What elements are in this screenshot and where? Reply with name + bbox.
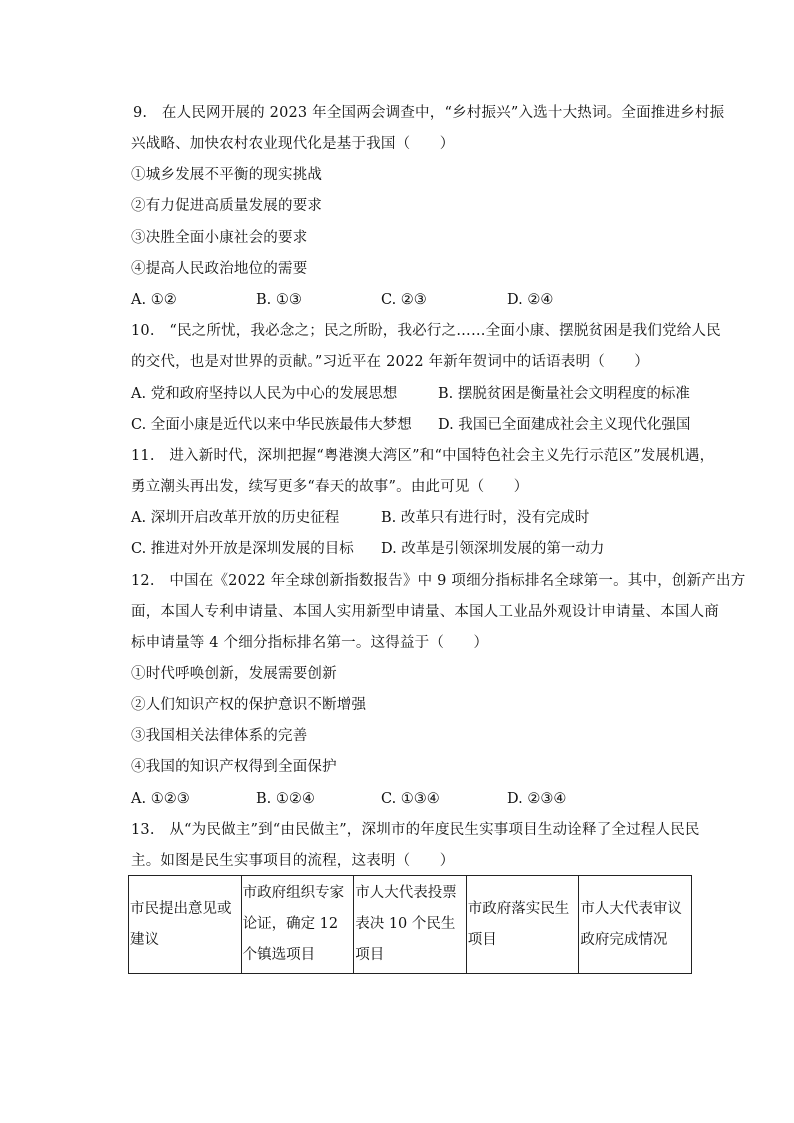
q12-item: ②人们知识产权的保护意识不断增强: [131, 697, 367, 713]
q9-item: ③决胜全面小康社会的要求: [131, 230, 308, 246]
q13-flow-table: [128, 875, 692, 974]
q9-stem-line1: 9. 在人民网开展的 2023 年全国两会调查中，“乡村振兴”入选十大热词。全面推进乡村振: [133, 105, 725, 121]
q13-stem-line2: 主。如图是民生实事项目的流程，这表明（ ）: [131, 853, 455, 869]
q10-stem-line1: 10. “民之所忧，我必念之；民之所盼，我必行之……全面小康、摆脱贫困是我们党给人民: [131, 323, 721, 339]
q12-option-d: D. ②③④: [507, 791, 567, 807]
flow-step-2: 市政府组织专家论证，确定 12 个镇选项目: [241, 876, 354, 974]
q12-item: ③我国相关法律体系的完善: [131, 728, 308, 744]
q9-option-c: C. ②③: [381, 292, 427, 308]
q12-item: ①时代呼唤创新，发展需要创新: [131, 666, 337, 682]
q12-item: ④我国的知识产权得到全面保护: [131, 759, 337, 775]
q12-option-b: B. ①②④: [256, 791, 315, 807]
flow-step-5: 市人大代表审议政府完成情况: [579, 876, 692, 974]
flow-step-3: 市人大代表投票表决 10 个民生项目: [354, 876, 467, 974]
q11-option-a: A. 深圳开启改革开放的历史征程: [131, 510, 340, 526]
q9-option-d: D. ②④: [507, 292, 554, 308]
q10-option-b: B. 摆脱贫困是衡量社会文明程度的标准: [438, 386, 690, 402]
q12-stem-line2: 面，本国人专利申请量、本国人实用新型申请量、本国人工业品外观设计申请量、本国人商: [131, 604, 719, 620]
q9-item: ②有力促进高质量发展的要求: [131, 198, 323, 214]
q12-option-a: A. ①②③: [131, 791, 190, 807]
q11-option-b: B. 改革只有进行时，没有完成时: [381, 510, 590, 526]
flow-step-1: 市民提出意见或建议: [129, 876, 242, 974]
table-row: [129, 876, 692, 974]
q10-option-d: D. 我国已全面建成社会主义现代化强国: [438, 417, 691, 433]
q11-stem-line2: 勇立潮头再出发，续写更多“春天的故事”。由此可见（ ）: [131, 479, 529, 495]
q13-stem-line1: 13. 从“为民做主”到“由民做主”，深圳市的年度民生实事项目生动诠释了全过程人民民: [131, 822, 700, 838]
q11-stem-line1: 11. 进入新时代，深圳把握“粤港澳大湾区”和“中国特色社会主义先行示范区”发展机遇，: [131, 448, 715, 464]
q9-stem-line2: 兴战略、加快农村农业现代化是基于我国（ ）: [131, 136, 455, 152]
flow-step-4: 市政府落实民生项目: [466, 876, 579, 974]
q11-option-c: C. 推进对外开放是深圳发展的目标: [131, 541, 354, 557]
q10-option-c: C. 全面小康是近代以来中华民族最伟大梦想: [131, 417, 412, 433]
q12-stem-line1: 12. 中国在《2022 年全球创新指数报告》中 9 项细分指标排名全球第一。其中，创新产出方: [131, 573, 746, 589]
q9-item: ①城乡发展不平衡的现实挑战: [131, 167, 323, 183]
q10-option-a: A. 党和政府坚持以人民为中心的发展思想: [131, 386, 398, 402]
q12-stem-line3: 标申请量等 4 个细分指标排名第一。这得益于（ ）: [131, 635, 489, 651]
q9-option-a: A. ①②: [131, 292, 177, 308]
q11-option-d: D. 改革是引领深圳发展的第一动力: [381, 541, 605, 557]
q9-item: ④提高人民政治地位的需要: [131, 261, 308, 277]
q9-option-b: B. ①③: [256, 292, 302, 308]
q12-option-c: C. ①③④: [381, 791, 440, 807]
q10-stem-line2: 的交代，也是对世界的贡献。”习近平在 2022 年新年贺词中的话语表明（ ）: [131, 354, 650, 370]
